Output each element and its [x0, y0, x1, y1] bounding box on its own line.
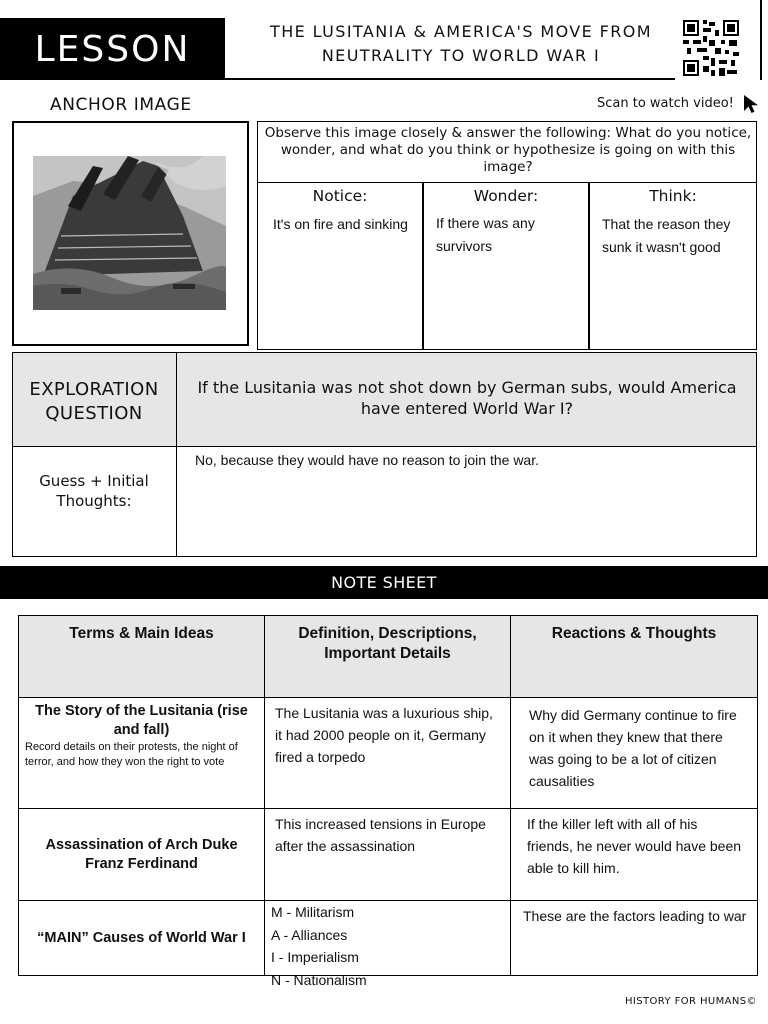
- sinking-ship-illustration: [33, 156, 226, 310]
- definition-cell[interactable]: [265, 901, 511, 988]
- exploration-label-line-2: QUESTION: [45, 403, 143, 424]
- column-header-reactions: Reactions & Thoughts: [511, 616, 758, 698]
- exploration-col-divider: [176, 353, 177, 556]
- term-cell: [19, 901, 265, 976]
- lesson-label: LESSON: [34, 28, 191, 70]
- term-cell: [19, 698, 265, 809]
- term-franz-ferdinand: Assassination of Arch Duke Franz Ferdinand: [45, 836, 238, 872]
- column-header-terms: Terms & Main Ideas: [19, 616, 265, 698]
- notice-heading: Notice:: [312, 187, 368, 205]
- note-sheet-banner: [0, 566, 768, 599]
- title-line-2: NEUTRALITY TO WORLD WAR I: [321, 46, 601, 65]
- observe-prompt: Observe this image closely & answer the following: What do you notice, wonder, and what do you think or hypothesize is going on with this image?: [264, 125, 752, 175]
- lesson-banner: [0, 18, 225, 80]
- term-cell: [19, 809, 265, 901]
- footer-credit: HISTORY FOR HUMANS©: [625, 996, 757, 1007]
- guess-label: [14, 471, 174, 511]
- table-row: [19, 809, 758, 901]
- term-lusitania-note: Record details on their protests, the night of terror, and how they won the right to vote: [25, 741, 238, 768]
- table-row: [19, 698, 758, 809]
- exploration-label-line-1: EXPLORATION: [29, 379, 159, 400]
- header-rule: [225, 78, 675, 80]
- guess-label-line-2: Thoughts:: [56, 492, 132, 510]
- note-sheet-title: NOTE SHEET: [331, 573, 437, 592]
- main-nationalism: N - Nationalism: [271, 971, 367, 988]
- exploration-question-text: If the Lusitania was not shot down by German subs, would America have entered World War I?: [197, 378, 737, 418]
- guess-label-line-1: Guess + Initial: [39, 472, 149, 490]
- header-right-rule: [760, 0, 762, 80]
- notes-table: [18, 615, 758, 988]
- main-imperialism: I - Imperialism: [271, 949, 359, 965]
- main-alliances: A - Alliances: [271, 926, 348, 943]
- observe-col-divider: [422, 182, 424, 350]
- title-line-1: THE LUSITANIA & AMERICA'S MOVE FROM: [270, 22, 652, 41]
- wonder-answer[interactable]: If there was any survivors: [436, 215, 535, 254]
- qr-code-icon[interactable]: [683, 20, 739, 76]
- definition-cell[interactable]: The Lusitania was a luxurious ship, it had 2000 people on it, Germany fired a torpedo: [265, 698, 511, 809]
- definition-cell[interactable]: This increased tensions in Europe after the assassination: [265, 809, 511, 901]
- observe-divider: [257, 182, 757, 183]
- think-answer[interactable]: That the reason they sunk it wasn't good: [602, 216, 731, 255]
- exploration-question-label: [14, 378, 174, 426]
- anchor-image-label: ANCHOR IMAGE: [50, 95, 192, 115]
- main-militarism: M - Militarism: [271, 904, 355, 920]
- cursor-arrow-icon: [741, 93, 763, 115]
- think-heading: Think:: [649, 187, 697, 205]
- term-main-causes: “MAIN” Causes of World War I: [37, 929, 246, 946]
- exploration-divider: [13, 446, 756, 447]
- reaction-cell[interactable]: These are the factors leading to war: [511, 901, 758, 976]
- guess-answer[interactable]: No, because they would have no reason to join the war.: [195, 452, 539, 468]
- page-title: [245, 20, 677, 68]
- reaction-cell[interactable]: Why did Germany continue to fire on it when they knew that there was going to be a lot of citizen causalities: [511, 698, 758, 809]
- column-header-definition: Definition, Descriptions, Important Details: [265, 616, 511, 698]
- table-row: [19, 901, 758, 976]
- notes-header-row: [19, 616, 758, 698]
- scan-to-watch-label[interactable]: Scan to watch video!: [597, 96, 734, 111]
- observe-col-divider: [588, 182, 590, 350]
- reaction-cell[interactable]: If the killer left with all of his friends, he never would have been able to kill him.: [511, 809, 758, 901]
- term-lusitania: The Story of the Lusitania (rise and fall): [35, 703, 248, 738]
- notice-answer[interactable]: It's on fire and sinking: [273, 216, 408, 232]
- wonder-heading: Wonder:: [473, 187, 539, 205]
